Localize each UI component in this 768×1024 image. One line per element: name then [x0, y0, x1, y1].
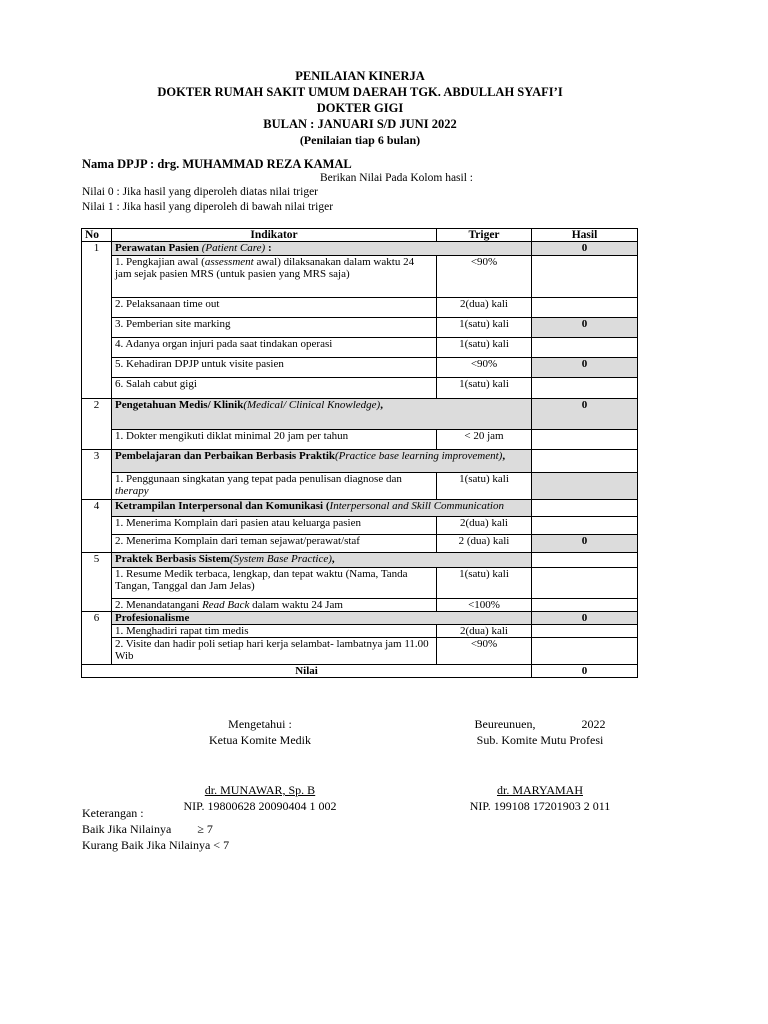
- title-line-4: BULAN : JANUARI S/D JUNI 2022: [263, 117, 457, 131]
- triger-value: 1(satu) kali: [437, 318, 532, 338]
- triger-value: 1(satu) kali: [437, 338, 532, 358]
- right-position: Sub. Komite Mutu Profesi: [476, 733, 604, 747]
- table-row: [82, 358, 638, 378]
- indicator-text: 3. Pemberian site marking: [112, 318, 437, 338]
- section-score: [532, 450, 638, 473]
- section-score: [532, 500, 638, 517]
- right-nip: NIP. 199108 17201903 2 011: [469, 799, 611, 813]
- section-number: 1: [82, 242, 112, 399]
- table-row: [82, 625, 638, 638]
- triger-value: <90%: [437, 358, 532, 378]
- section-number: 5: [82, 553, 112, 612]
- title-line-1: PENILAIAN KINERJA: [295, 69, 425, 83]
- col-triger: Triger: [437, 229, 532, 242]
- triger-value: 1(satu) kali: [437, 378, 532, 399]
- table-row: [82, 473, 638, 500]
- indicator-text: 2. Visite dan hadir poli setiap hari kerja selambat- lambatnya jam 11.00 Wib: [112, 638, 437, 665]
- hasil-cell: [532, 256, 638, 298]
- table-row: [82, 517, 638, 535]
- indicator-text: 6. Salah cabut gigi: [112, 378, 437, 399]
- table-row: [82, 338, 638, 358]
- triger-value: 1(satu) kali: [437, 568, 532, 599]
- triger-value: 2(dua) kali: [437, 517, 532, 535]
- table-row: [82, 318, 638, 338]
- triger-value: <90%: [437, 638, 532, 665]
- section-row: [82, 399, 638, 430]
- section-row: [82, 242, 638, 256]
- notes-bad: Kurang Baik Jika Nilainya < 7: [82, 838, 230, 852]
- table-row: [82, 378, 638, 399]
- instruction-text: Berikan Nilai Pada Kolom hasil :: [320, 172, 473, 184]
- section-title: Profesionalisme: [112, 612, 532, 625]
- triger-value: 2 (dua) kali: [437, 535, 532, 553]
- title-line-3: DOKTER GIGI: [316, 101, 404, 115]
- dpjp-name: Nama DPJP : drg. MUHAMMAD REZA KAMAL: [82, 157, 352, 171]
- section-title: Praktek Berbasis Sistem(System Base Practice),: [112, 553, 532, 568]
- total-row: [82, 665, 638, 678]
- section-number: 3: [82, 450, 112, 500]
- col-no: No: [82, 229, 112, 242]
- left-position: Ketua Komite Medik: [209, 733, 311, 747]
- right-name: dr. MARYAMAH: [496, 783, 583, 797]
- section-title: Pembelajaran dan Perbaikan Berbasis Praktik(Practice base learning improvement),: [112, 450, 532, 473]
- total-score: 0: [532, 665, 638, 678]
- section-number: 4: [82, 500, 112, 553]
- total-label: Nilai: [82, 665, 532, 678]
- triger-value: < 20 jam: [437, 430, 532, 450]
- hasil-cell: [532, 517, 638, 535]
- title-line-5: (Penilaian tiap 6 bulan): [299, 133, 421, 147]
- table-row: [82, 298, 638, 318]
- hasil-cell: [532, 378, 638, 399]
- triger-value: 1(satu) kali: [437, 473, 532, 500]
- hasil-cell: [532, 638, 638, 665]
- section-row: [82, 450, 638, 473]
- indicator-text: 1. Pengkajian awal (assessment awal) dilaksanakan dalam waktu 24 jam sejak pasien MRS (untuk pasien yang MRS saja): [112, 256, 437, 298]
- section-title: Pengetahuan Medis/ Klinik(Medical/ Clinical Knowledge),: [112, 399, 532, 430]
- hasil-cell: 0: [532, 358, 638, 378]
- title-line-2: DOKTER RUMAH SAKIT UMUM DAERAH TGK. ABDULLAH SYAFI’I: [157, 85, 563, 99]
- left-name: dr. MUNAWAR, Sp. B: [204, 783, 316, 797]
- section-row: [82, 612, 638, 625]
- right-place-date: Beureunuen, 2022: [474, 717, 606, 731]
- document-header: [80, 68, 640, 148]
- hasil-cell: [532, 473, 638, 500]
- table-row: [82, 256, 638, 298]
- indicator-text: 1. Resume Medik terbaca, lengkap, dan tepat waktu (Nama, Tanda Tangan, Tanggal dan Jam Jelas): [112, 568, 437, 599]
- notes-good: Baik Jika Nilainya ≥ 7: [82, 822, 213, 836]
- table-row: [82, 638, 638, 665]
- indicator-text: 2. Pelaksanaan time out: [112, 298, 437, 318]
- left-nip: NIP. 19800628 20090404 1 002: [183, 799, 337, 813]
- right-signatory: [440, 716, 640, 814]
- hasil-cell: [532, 430, 638, 450]
- hasil-cell: 0: [532, 535, 638, 553]
- indicator-text: 4. Adanya organ injuri pada saat tindakan operasi: [112, 338, 437, 358]
- table-row: [82, 568, 638, 599]
- triger-value: <90%: [437, 256, 532, 298]
- indicator-text: 5. Kehadiran DPJP untuk visite pasien: [112, 358, 437, 378]
- left-acknowledge: Mengetahui :: [228, 717, 292, 731]
- nilai-0-rule: Nilai 0 : Jika hasil yang diperoleh diatas nilai triger: [82, 186, 319, 198]
- section-number: 2: [82, 399, 112, 450]
- indicator-text: 1. Dokter mengikuti diklat minimal 20 jam per tahun: [112, 430, 437, 450]
- table-header-row: [82, 229, 638, 242]
- hasil-cell: [532, 338, 638, 358]
- table-row: [82, 535, 638, 553]
- section-score: [532, 553, 638, 568]
- table-row: [82, 599, 638, 612]
- hasil-cell: 0: [532, 318, 638, 338]
- section-score: 0: [532, 242, 638, 256]
- left-signatory: [160, 716, 360, 814]
- col-hasil: Hasil: [532, 229, 638, 242]
- hasil-cell: [532, 298, 638, 318]
- section-score: 0: [532, 612, 638, 625]
- indicator-text: 1. Menerima Komplain dari pasien atau keluarga pasien: [112, 517, 437, 535]
- section-title: Perawatan Pasien (Patient Care) :: [112, 242, 532, 256]
- section-row: [82, 553, 638, 568]
- hasil-cell: [532, 568, 638, 599]
- indicator-text: 2. Menandatangani Read Back dalam waktu 24 Jam: [112, 599, 437, 612]
- indicator-text: 1. Menghadiri rapat tim medis: [112, 625, 437, 638]
- triger-value: 2(dua) kali: [437, 625, 532, 638]
- notes-title: Keterangan :: [82, 806, 144, 820]
- section-score: 0: [532, 399, 638, 430]
- assessment-table: [81, 228, 638, 678]
- section-row: [82, 500, 638, 517]
- notes-block: [82, 805, 229, 853]
- triger-value: <100%: [437, 599, 532, 612]
- col-indikator: Indikator: [112, 229, 437, 242]
- section-number: 6: [82, 612, 112, 665]
- section-title: Ketrampilan Interpersonal dan Komunikasi (Interpersonal and Skill Communication: [112, 500, 532, 517]
- indicator-text: 2. Menerima Komplain dari teman sejawat/perawat/staf: [112, 535, 437, 553]
- indicator-text: 1. Penggunaan singkatan yang tepat pada penulisan diagnose dan therapy: [112, 473, 437, 500]
- triger-value: 2(dua) kali: [437, 298, 532, 318]
- hasil-cell: [532, 625, 638, 638]
- hasil-cell: [532, 599, 638, 612]
- nilai-1-rule: Nilai 1 : Jika hasil yang diperoleh di bawah nilai triger: [82, 201, 334, 213]
- table-row: [82, 430, 638, 450]
